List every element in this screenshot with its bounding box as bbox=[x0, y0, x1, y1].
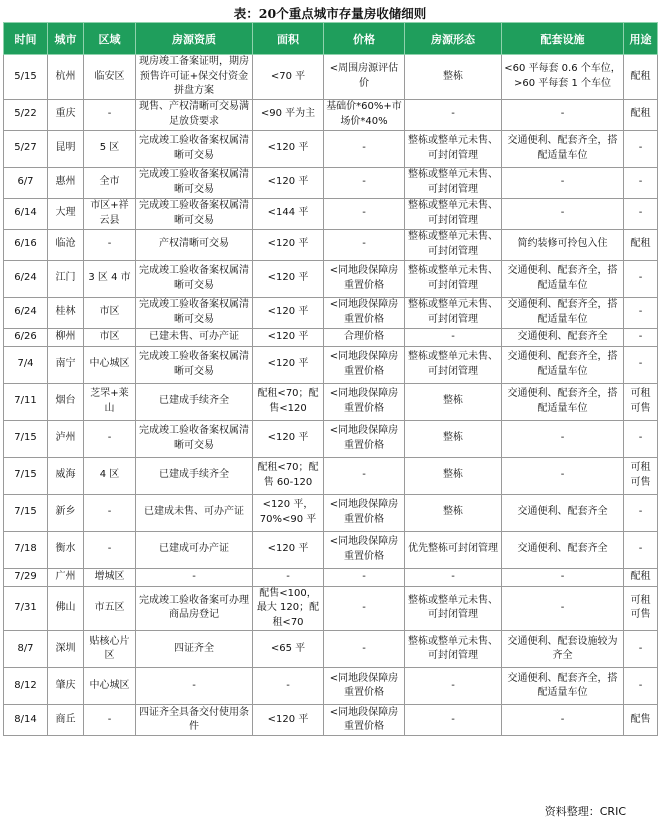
form-cell: 整栋或整单元未售、可封闭管理 bbox=[405, 130, 502, 167]
table-row bbox=[4, 705, 658, 736]
size-cell: - bbox=[253, 668, 324, 705]
form-cell: 整栋 bbox=[405, 457, 502, 494]
date-cell: 5/22 bbox=[4, 99, 48, 130]
table-row bbox=[4, 198, 658, 229]
table-row bbox=[4, 631, 658, 668]
price-cell: - bbox=[324, 130, 405, 167]
use-cell: 可租可售 bbox=[624, 457, 658, 494]
city-cell: 杭州 bbox=[48, 55, 84, 100]
facilities-cell: 交通便利、配套齐全，搭配适量车位 bbox=[502, 383, 624, 420]
price-cell: - bbox=[324, 457, 405, 494]
facilities-cell: - bbox=[502, 705, 624, 736]
col-header-price: 价格 bbox=[324, 23, 405, 55]
form-cell: - bbox=[405, 705, 502, 736]
table-row bbox=[4, 260, 658, 297]
form-cell: 整栋或整单元未售、可封闭管理 bbox=[405, 198, 502, 229]
use-cell: - bbox=[624, 167, 658, 198]
city-cell: 广州 bbox=[48, 568, 84, 586]
table-row bbox=[4, 229, 658, 260]
qualification-cell: 完成竣工验收备案权属清晰可交易 bbox=[136, 297, 253, 328]
source-note: 资料整理：CRIC bbox=[544, 805, 626, 818]
size-cell: <120 平 bbox=[253, 531, 324, 568]
qualification-cell: 完成竣工验收备案权属清晰可交易 bbox=[136, 167, 253, 198]
price-cell: <同地段保障房重置价格 bbox=[324, 297, 405, 328]
table-row bbox=[4, 167, 658, 198]
size-cell: 配租<70；配售<120 bbox=[253, 383, 324, 420]
form-cell: 整栋或整单元未售、可封闭管理 bbox=[405, 631, 502, 668]
col-header-qualification: 房源资质 bbox=[136, 23, 253, 55]
facilities-cell: 交通便利、配套齐全，搭配适量车位 bbox=[502, 346, 624, 383]
area-cell: 临安区 bbox=[84, 55, 136, 100]
area-cell: 市区 bbox=[84, 297, 136, 328]
qualification-cell: 四证齐全 bbox=[136, 631, 253, 668]
date-cell: 6/24 bbox=[4, 297, 48, 328]
use-cell: - bbox=[624, 420, 658, 457]
area-cell: - bbox=[84, 531, 136, 568]
size-cell: 配租<70；配售 60-120 bbox=[253, 457, 324, 494]
date-cell: 7/15 bbox=[4, 494, 48, 531]
qualification-cell: 完成竣工验收备案权属清晰可交易 bbox=[136, 420, 253, 457]
price-cell: <同地段保障房重置价格 bbox=[324, 668, 405, 705]
facilities-cell: - bbox=[502, 457, 624, 494]
date-cell: 8/14 bbox=[4, 705, 48, 736]
form-cell: 整栋或整单元未售、可封闭管理 bbox=[405, 167, 502, 198]
table-row bbox=[4, 99, 658, 130]
qualification-cell: 已建成手续齐全 bbox=[136, 383, 253, 420]
use-cell: - bbox=[624, 494, 658, 531]
use-cell: - bbox=[624, 328, 658, 346]
form-cell: - bbox=[405, 668, 502, 705]
date-cell: 7/4 bbox=[4, 346, 48, 383]
price-cell: <同地段保障房重置价格 bbox=[324, 260, 405, 297]
form-cell: 优先整栋可封闭管理 bbox=[405, 531, 502, 568]
facilities-cell: 交通便利、配套齐全 bbox=[502, 494, 624, 531]
date-cell: 6/26 bbox=[4, 328, 48, 346]
use-cell: - bbox=[624, 260, 658, 297]
qualification-cell: 完成竣工验收备案权属清晰可交易 bbox=[136, 198, 253, 229]
city-cell: 柳州 bbox=[48, 328, 84, 346]
size-cell: <70 平 bbox=[253, 55, 324, 100]
city-cell: 烟台 bbox=[48, 383, 84, 420]
col-header-use: 用途 bbox=[624, 23, 658, 55]
price-cell: - bbox=[324, 167, 405, 198]
date-cell: 7/31 bbox=[4, 586, 48, 631]
use-cell: - bbox=[624, 297, 658, 328]
qualification-cell: 已建成可办产证 bbox=[136, 531, 253, 568]
col-header-city: 城市 bbox=[48, 23, 84, 55]
table-body bbox=[4, 55, 658, 736]
facilities-cell: 交通便利、配套齐全 bbox=[502, 531, 624, 568]
size-cell: - bbox=[253, 568, 324, 586]
qualification-cell: 已建未售、可办产证 bbox=[136, 328, 253, 346]
date-cell: 7/11 bbox=[4, 383, 48, 420]
city-cell: 惠州 bbox=[48, 167, 84, 198]
city-cell: 新乡 bbox=[48, 494, 84, 531]
table-row bbox=[4, 328, 658, 346]
use-cell: 配租 bbox=[624, 568, 658, 586]
area-cell: 市区 bbox=[84, 328, 136, 346]
date-cell: 8/12 bbox=[4, 668, 48, 705]
facilities-cell: - bbox=[502, 167, 624, 198]
form-cell: 整栋 bbox=[405, 494, 502, 531]
area-cell: 市区+祥云县 bbox=[84, 198, 136, 229]
area-cell: 增城区 bbox=[84, 568, 136, 586]
table-row bbox=[4, 668, 658, 705]
use-cell: 配租 bbox=[624, 99, 658, 130]
price-cell: <周围房源评估价 bbox=[324, 55, 405, 100]
facilities-cell: 交通便利、配套齐全，搭配适量车位 bbox=[502, 130, 624, 167]
date-cell: 6/16 bbox=[4, 229, 48, 260]
size-cell: <120 平 bbox=[253, 705, 324, 736]
area-cell: 贴核心片区 bbox=[84, 631, 136, 668]
form-cell: 整栋 bbox=[405, 420, 502, 457]
date-cell: 6/14 bbox=[4, 198, 48, 229]
table-row bbox=[4, 494, 658, 531]
facilities-cell: - bbox=[502, 568, 624, 586]
size-cell: <120 平 bbox=[253, 328, 324, 346]
size-cell: <120 平 bbox=[253, 167, 324, 198]
price-cell: <同地段保障房重置价格 bbox=[324, 383, 405, 420]
city-cell: 重庆 bbox=[48, 99, 84, 130]
facilities-cell: - bbox=[502, 198, 624, 229]
table-row bbox=[4, 457, 658, 494]
form-cell: 整栋 bbox=[405, 383, 502, 420]
size-cell: <120 平，70%<90 平 bbox=[253, 494, 324, 531]
use-cell: - bbox=[624, 668, 658, 705]
form-cell: - bbox=[405, 568, 502, 586]
date-cell: 7/18 bbox=[4, 531, 48, 568]
table-row bbox=[4, 531, 658, 568]
date-cell: 7/29 bbox=[4, 568, 48, 586]
facilities-cell: 交通便利、配套齐全 bbox=[502, 328, 624, 346]
date-cell: 5/15 bbox=[4, 55, 48, 100]
form-cell: 整栋或整单元未售、可封闭管理 bbox=[405, 260, 502, 297]
date-cell: 7/15 bbox=[4, 457, 48, 494]
use-cell: 配售 bbox=[624, 705, 658, 736]
size-cell: <120 平 bbox=[253, 229, 324, 260]
price-cell: <同地段保障房重置价格 bbox=[324, 494, 405, 531]
area-cell: 市五区 bbox=[84, 586, 136, 631]
facilities-cell: - bbox=[502, 586, 624, 631]
price-cell: - bbox=[324, 568, 405, 586]
form-cell: 整栋或整单元未售、可封闭管理 bbox=[405, 297, 502, 328]
area-cell: 中心城区 bbox=[84, 346, 136, 383]
facilities-cell: <60 平每套 0.6 个车位，>60 平每套 1 个车位 bbox=[502, 55, 624, 100]
col-header-date: 时间 bbox=[4, 23, 48, 55]
size-cell: <120 平 bbox=[253, 420, 324, 457]
size-cell: <120 平 bbox=[253, 260, 324, 297]
size-cell: <120 平 bbox=[253, 130, 324, 167]
facilities-cell: 交通便利、配套齐全，搭配适量车位 bbox=[502, 668, 624, 705]
city-cell: 大理 bbox=[48, 198, 84, 229]
city-cell: 佛山 bbox=[48, 586, 84, 631]
city-cell: 南宁 bbox=[48, 346, 84, 383]
date-cell: 6/24 bbox=[4, 260, 48, 297]
facilities-cell: 交通便利、配套设施较为齐全 bbox=[502, 631, 624, 668]
use-cell: - bbox=[624, 198, 658, 229]
price-cell: - bbox=[324, 198, 405, 229]
col-header-size: 面积 bbox=[253, 23, 324, 55]
size-cell: <120 平 bbox=[253, 346, 324, 383]
area-cell: - bbox=[84, 229, 136, 260]
col-header-facilities: 配套设施 bbox=[502, 23, 624, 55]
facilities-cell: 简约装修可拎包入住 bbox=[502, 229, 624, 260]
date-cell: 8/7 bbox=[4, 631, 48, 668]
date-cell: 5/27 bbox=[4, 130, 48, 167]
price-cell: - bbox=[324, 631, 405, 668]
use-cell: 可租可售 bbox=[624, 586, 658, 631]
price-cell: <同地段保障房重置价格 bbox=[324, 346, 405, 383]
qualification-cell: - bbox=[136, 568, 253, 586]
area-cell: 中心城区 bbox=[84, 668, 136, 705]
facilities-cell: - bbox=[502, 420, 624, 457]
city-cell: 深圳 bbox=[48, 631, 84, 668]
form-cell: 整栋或整单元未售、可封闭管理 bbox=[405, 586, 502, 631]
facilities-cell: 交通便利、配套齐全，搭配适量车位 bbox=[502, 260, 624, 297]
city-cell: 肇庆 bbox=[48, 668, 84, 705]
price-cell: 基础价*60%+市场价*40% bbox=[324, 99, 405, 130]
price-cell: - bbox=[324, 586, 405, 631]
use-cell: 配租 bbox=[624, 55, 658, 100]
area-cell: - bbox=[84, 705, 136, 736]
area-cell: 3 区 4 市 bbox=[84, 260, 136, 297]
form-cell: - bbox=[405, 99, 502, 130]
use-cell: - bbox=[624, 631, 658, 668]
col-header-form: 房源形态 bbox=[405, 23, 502, 55]
area-cell: - bbox=[84, 494, 136, 531]
price-cell: - bbox=[324, 229, 405, 260]
qualification-cell: 完成竣工验收备案权属清晰可交易 bbox=[136, 346, 253, 383]
price-cell: <同地段保障房重置价格 bbox=[324, 420, 405, 457]
table-row bbox=[4, 383, 658, 420]
qualification-cell: - bbox=[136, 668, 253, 705]
table-row bbox=[4, 130, 658, 167]
table-row bbox=[4, 568, 658, 586]
facilities-cell: 交通便利、配套齐全，搭配适量车位 bbox=[502, 297, 624, 328]
policy-table bbox=[3, 22, 658, 736]
form-cell: 整栋或整单元未售、可封闭管理 bbox=[405, 229, 502, 260]
area-cell: - bbox=[84, 420, 136, 457]
qualification-cell: 产权清晰可交易 bbox=[136, 229, 253, 260]
price-cell: 合理价格 bbox=[324, 328, 405, 346]
form-cell: 整栋 bbox=[405, 55, 502, 100]
table-row bbox=[4, 297, 658, 328]
size-cell: <144 平 bbox=[253, 198, 324, 229]
qualification-cell: 完成竣工验收备案可办理商品房登记 bbox=[136, 586, 253, 631]
area-cell: 5 区 bbox=[84, 130, 136, 167]
city-cell: 临沧 bbox=[48, 229, 84, 260]
qualification-cell: 四证齐全具备交付使用条件 bbox=[136, 705, 253, 736]
use-cell: - bbox=[624, 346, 658, 383]
use-cell: 配租 bbox=[624, 229, 658, 260]
facilities-cell: - bbox=[502, 99, 624, 130]
qualification-cell: 现房竣工备案证明，期房预售许可证+保交付资金拼盘方案 bbox=[136, 55, 253, 100]
area-cell: - bbox=[84, 99, 136, 130]
qualification-cell: 完成竣工验收备案权属清晰可交易 bbox=[136, 130, 253, 167]
table-row bbox=[4, 420, 658, 457]
area-cell: 芝罘+莱山 bbox=[84, 383, 136, 420]
table-title: 表：20个重点城市存量房收储细则 bbox=[233, 6, 427, 21]
form-cell: 整栋或整单元未售、可封闭管理 bbox=[405, 346, 502, 383]
price-cell: <同地段保障房重置价格 bbox=[324, 531, 405, 568]
table-row bbox=[4, 55, 658, 100]
city-cell: 威海 bbox=[48, 457, 84, 494]
header-row bbox=[4, 23, 658, 55]
form-cell: - bbox=[405, 328, 502, 346]
city-cell: 江门 bbox=[48, 260, 84, 297]
city-cell: 衡水 bbox=[48, 531, 84, 568]
area-cell: 4 区 bbox=[84, 457, 136, 494]
city-cell: 桂林 bbox=[48, 297, 84, 328]
city-cell: 泸州 bbox=[48, 420, 84, 457]
use-cell: 可租可售 bbox=[624, 383, 658, 420]
date-cell: 7/15 bbox=[4, 420, 48, 457]
use-cell: - bbox=[624, 130, 658, 167]
table-row bbox=[4, 346, 658, 383]
city-cell: 昆明 bbox=[48, 130, 84, 167]
size-cell: <120 平 bbox=[253, 297, 324, 328]
col-header-area: 区域 bbox=[84, 23, 136, 55]
qualification-cell: 已建成未售、可办产证 bbox=[136, 494, 253, 531]
date-cell: 6/7 bbox=[4, 167, 48, 198]
size-cell: <90 平为主 bbox=[253, 99, 324, 130]
size-cell: <65 平 bbox=[253, 631, 324, 668]
size-cell: 配售<100，最大 120；配租<70 bbox=[253, 586, 324, 631]
qualification-cell: 现售、产权清晰可交易满足放贷要求 bbox=[136, 99, 253, 130]
city-cell: 商丘 bbox=[48, 705, 84, 736]
price-cell: <同地段保障房重置价格 bbox=[324, 705, 405, 736]
use-cell: - bbox=[624, 531, 658, 568]
qualification-cell: 已建成手续齐全 bbox=[136, 457, 253, 494]
qualification-cell: 完成竣工验收备案权属清晰可交易 bbox=[136, 260, 253, 297]
area-cell: 全市 bbox=[84, 167, 136, 198]
table-row bbox=[4, 586, 658, 631]
